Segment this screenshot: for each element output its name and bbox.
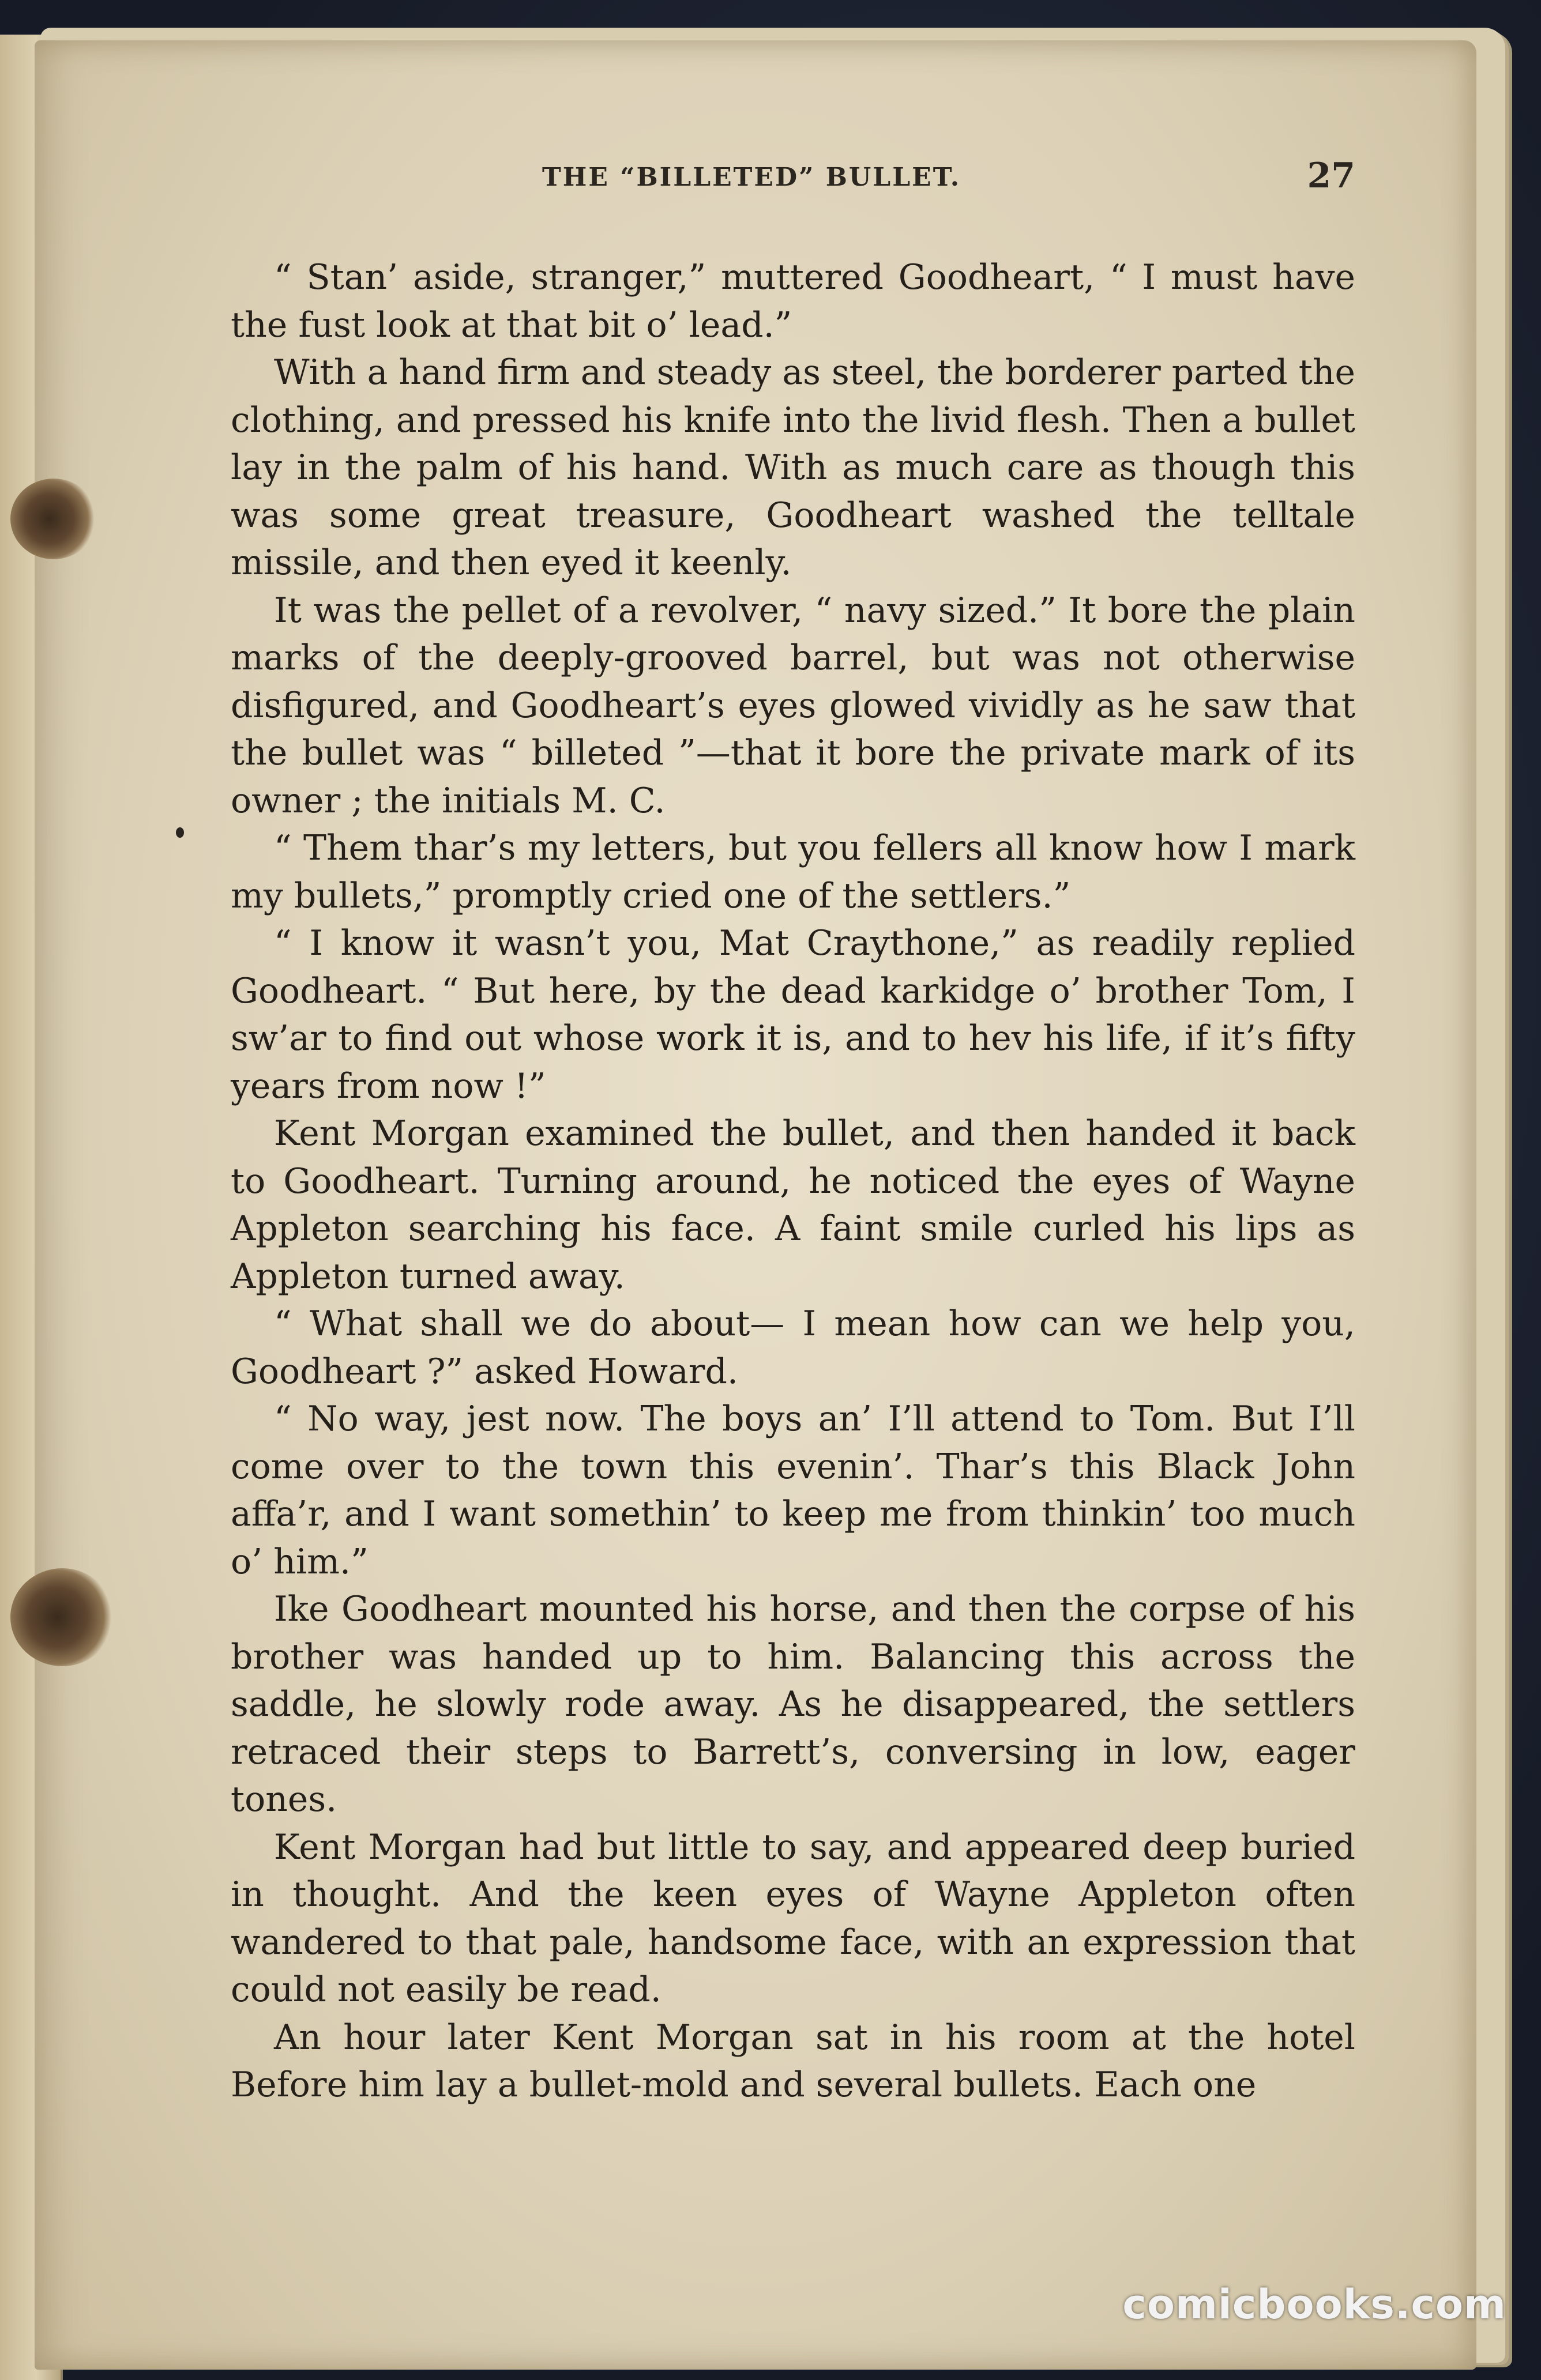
paragraph: Ike Goodheart mounted his horse, and then the corpse of his brother was handed up to him. Balancing this across the saddle, he slowly rode away. As he disappeared, the settlers retraced their steps to Barrett’s, conversing in low, eager tones. (231, 1589, 1355, 1820)
paragraph: “ No way, jest now. The boys an’ I’ll attend to Tom. But I’ll come over to the town this evenin’. Thar’s this Black John affa’r, and I want somethin’ to keep me from thinkin’ too much o’ him.” (231, 1399, 1355, 1582)
body-text (231, 254, 1355, 2109)
paragraph: Kent Morgan had but little to say, and appeared deep buried in thought. And the keen eyes of Wayne Appleton often wandered to that pale, handsome face, with an expression that could not easily be read. (231, 1827, 1355, 2010)
running-title: THE “BILLETED” BULLET. (542, 163, 961, 192)
ink-mark (176, 827, 184, 838)
watermark: comicbooks.com (1122, 2281, 1506, 2328)
paragraph: “ What shall we do about— I mean how can we help you, Goodheart ?” asked Howard. (231, 1304, 1355, 1392)
paragraph: “ Them thar’s my letters, but you fellers all know how I mark my bullets,” promptly cried one of the settlers.” (231, 828, 1355, 916)
paragraph: An hour later Kent Morgan sat in his room at the hotel Before him lay a bullet-mold and several bullets. Each one (231, 2017, 1355, 2105)
paragraph: With a hand firm and steady as steel, the borderer parted the clothing, and pressed his knife into the livid flesh. Then a bullet lay in the palm of his hand. With as much care as though this was some great treasure, Goodheart washed the telltale missile, and then eyed it keenly. (231, 352, 1355, 583)
binding-hole-top (10, 479, 97, 559)
binding-hole-bottom (10, 1568, 114, 1666)
paragraph: It was the pellet of a revolver, “ navy sized.” It bore the plain marks of the deeply-grooved barrel, but was not otherwise disfigured, and Goodheart’s eyes glowed vividly as he saw that the bullet was “ billeted ”—that it bore the private mark of its owner ; the initials M. C. (231, 590, 1355, 821)
paragraph: “ I know it wasn’t you, Mat Craythone,” as readily replied Goodheart. “ But here, by the dead karkidge o’ brother Tom, I sw’ar to find out whose work it is, and to hev his life, if it’s fifty years from now !” (231, 923, 1355, 1106)
page-number: 27 (1307, 156, 1355, 196)
page-header (231, 156, 1384, 202)
paragraph: “ Stan’ aside, stranger,” muttered Goodheart, “ I must have the fust look at that bit o’ lead.” (231, 257, 1355, 345)
paragraph: Kent Morgan examined the bullet, and then handed it back to Goodheart. Turning around, he noticed the eyes of Wayne Appleton searching his face. A faint smile curled his lips as Appleton turned away. (231, 1113, 1355, 1297)
